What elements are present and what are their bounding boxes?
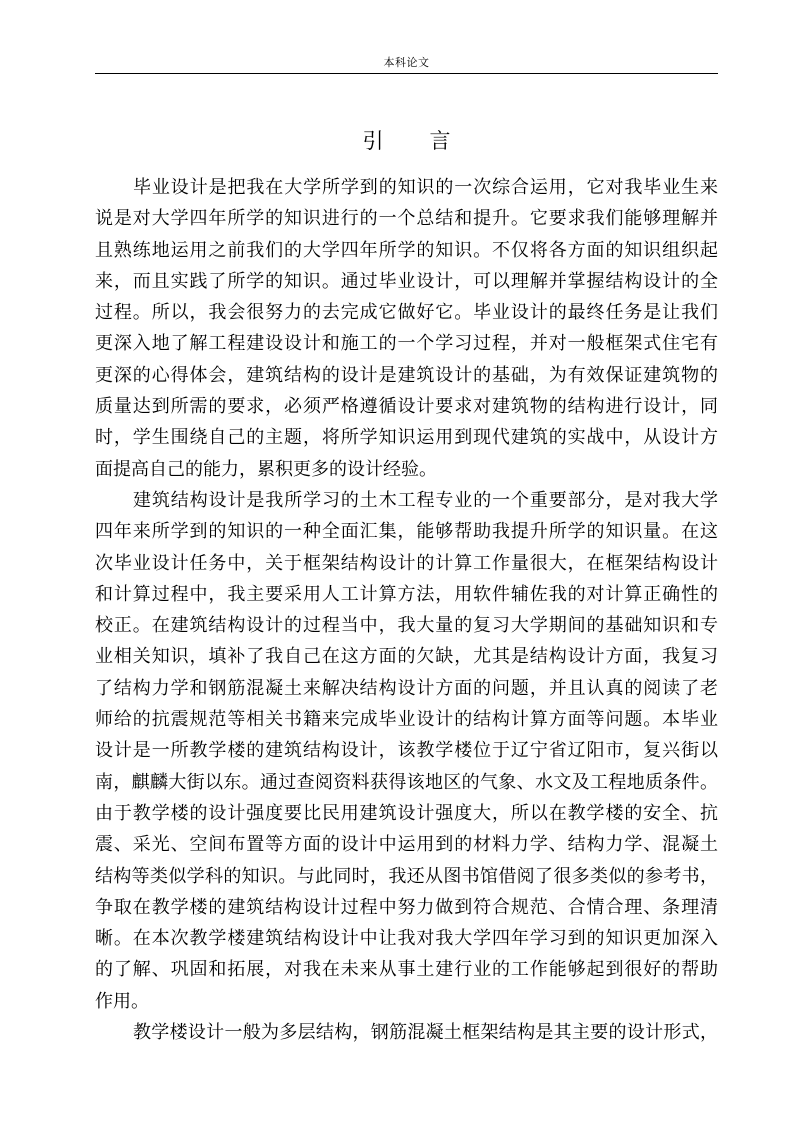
paragraph-1-line: 说是对大学四年所学的知识进行的一个总结和提升。它要求我们能够理解并	[95, 208, 718, 230]
section-title-char-1: 引	[362, 129, 384, 153]
body-text	[95, 172, 718, 1048]
paragraph-1-line: 时，学生围绕自己的主题，将所学知识运用到现代建筑的实战中，从设计方	[95, 427, 718, 449]
paragraph-2-line: 次毕业设计任务中，关于框架结构设计的计算工作量很大，在框架结构设计	[95, 552, 718, 574]
header-rule	[95, 73, 718, 74]
paragraph-2-line: 了结构力学和钢筋混凝土来解决结构设计方面的问题，并且认真的阅读了老	[95, 677, 718, 699]
paragraph-2-line: 震、采光、空间布置等方面的设计中运用到的材料力学、结构力学、混凝土	[95, 834, 718, 856]
paragraph-2-line: 作用。	[95, 990, 149, 1012]
paragraph-1-line: 更深的心得体会，建筑结构的设计是建筑设计的基础，为有效保证建筑物的	[95, 364, 718, 386]
paragraph-2-line: 的了解、巩固和拓展，对我在未来从事土建行业的工作能够起到很好的帮助	[95, 959, 718, 981]
section-title-char-2: 言	[429, 129, 451, 153]
paragraph-2-line: 晰。在本次教学楼建筑结构设计中让我对我大学四年学习到的知识更加深入	[95, 928, 718, 950]
paragraph-2-line: 南，麒麟大街以东。通过查阅资料获得该地区的气象、水文及工程地质条件。	[95, 771, 718, 793]
paragraph-2-line: 建筑结构设计是我所学习的土木工程专业的一个重要部分，是对我大学	[133, 489, 718, 511]
paragraph-2-line: 校正。在建筑结构设计的过程当中，我大量的复习大学期间的基础知识和专	[95, 615, 718, 637]
paragraph-1-line: 面提高自己的能力，累积更多的设计经验。	[95, 458, 437, 480]
paragraph-2-line: 四年来所学到的知识的一种全面汇集，能够帮助我提升所学的知识量。在这	[95, 521, 718, 543]
paragraph-1-line: 质量达到所需的要求，必须严格遵循设计要求对建筑物的结构进行设计，同	[95, 396, 718, 418]
paragraph-3-line: 教学楼设计一般为多层结构，钢筋混凝土框架结构是其主要的设计形式，	[133, 1022, 718, 1044]
paragraph-2-line: 和计算过程中，我主要采用人工计算方法，用软件辅佐我的对计算正确性的	[95, 583, 718, 605]
paragraph-2-line: 师给的抗震规范等相关书籍来完成毕业设计的结构计算方面等问题。本毕业	[95, 709, 718, 731]
paragraph-2-line: 设计是一所教学楼的建筑结构设计，该教学楼位于辽宁省辽阳市，复兴街以	[95, 740, 718, 762]
paragraph-1-line: 且熟练地运用之前我们的大学四年所学的知识。不仅将各方面的知识组织起	[95, 239, 718, 261]
paragraph-2-line: 由于教学楼的设计强度要比民用建筑设计强度大，所以在教学楼的安全、抗	[95, 802, 718, 824]
paragraph-2-line: 业相关知识，填补了我自己在这方面的欠缺，尤其是结构设计方面，我复习	[95, 646, 718, 668]
paragraph-1-line: 来，而且实践了所学的知识。通过毕业设计，可以理解并掌握结构设计的全	[95, 270, 718, 292]
paragraph-1-line: 更深入地了解工程建设设计和施工的一个学习过程，并对一般框架式住宅有	[95, 333, 718, 355]
paragraph-2-line: 结构等类似学科的知识。与此同时，我还从图书馆借阅了很多类似的参考书，	[95, 865, 718, 887]
section-title	[95, 128, 718, 154]
paragraph-1-line: 毕业设计是把我在大学所学到的知识的一次综合运用，它对我毕业生来	[133, 177, 718, 198]
paragraph-1-line: 过程。所以，我会很努力的去完成它做好它。毕业设计的最终任务是让我们	[95, 302, 718, 324]
running-header: 本科论文	[383, 56, 430, 69]
paragraph-2-line: 争取在教学楼的建筑结构设计过程中努力做到符合规范、合情合理、条理清	[95, 896, 718, 918]
